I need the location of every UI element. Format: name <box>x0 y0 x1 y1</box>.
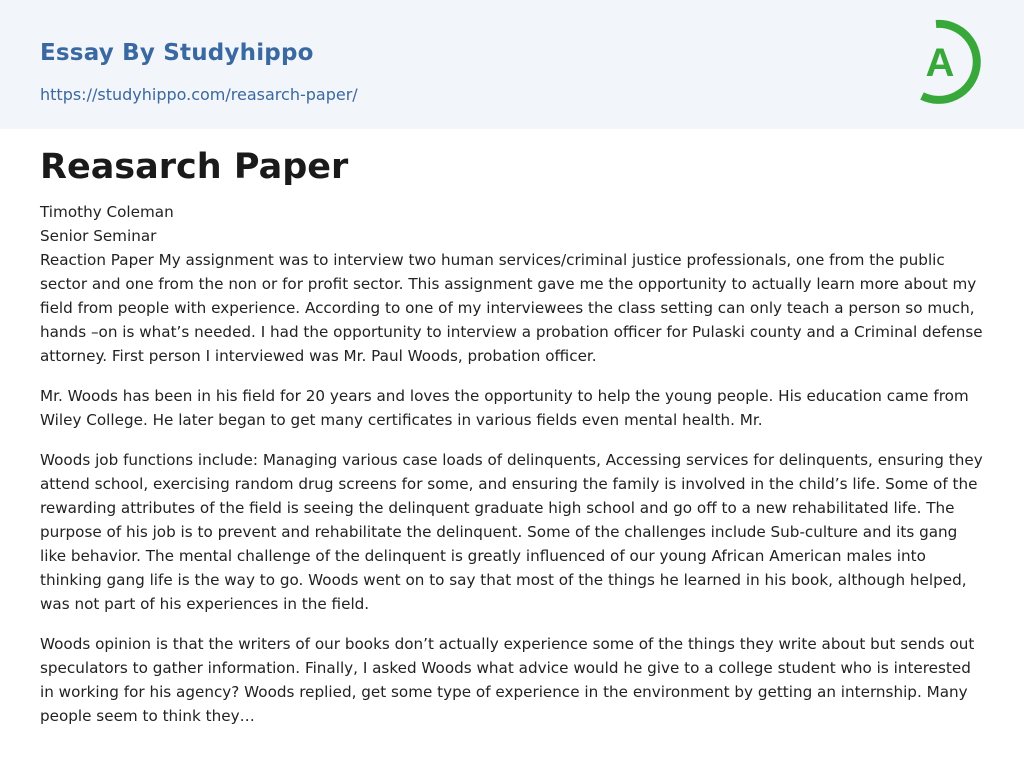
paragraph: Mr. Woods has been in his field for 20 years and loves the opportunity to help the young people. His education came from Wiley College. He later began to get many certificates in various fields even mental health. Mr. <box>40 387 969 429</box>
page-title: Reasarch Paper <box>40 147 349 187</box>
course-name: Senior Seminar <box>40 227 157 245</box>
paragraph: Woods opinion is that the writers of our books don’t actually experience some of the things they write about but sends out speculators to gather information. Finally, I asked Woods what advice would he give to a college student who is interested in working for his agency? Woods replied, get some type of experience in the environment by getting an internship. Many people seem to think they… <box>40 635 975 725</box>
studyhippo-logo-icon[interactable] <box>910 18 986 106</box>
site-title[interactable]: Essay By Studyhippo <box>40 40 314 66</box>
logo-letter: A <box>925 41 955 85</box>
site-header <box>0 0 1024 129</box>
author-name: Timothy Coleman <box>40 203 174 221</box>
source-url-link[interactable]: https://studyhippo.com/reasarch-paper/ <box>40 85 358 104</box>
article <box>40 142 985 744</box>
paragraph: Woods job functions include: Managing various case loads of delinquents, Accessing services for delinquents, ensuring they attend school, exercising random drug screens for some, and ensuring the family is involved in the child’s life. Some of the rewarding attributes of the field is seeing the delinquent graduate high school and go off to a new rehabilitated life. The purpose of his job is to prevent and rehabilitate the delinquent. Some of the challenges include Sub-culture and its gang like behavior. The mental challenge of the delinquent is greatly influenced of our young African American males into thinking gang life is the way to go. Woods went on to say that most of the things he learned in his book, although helped, was not part of his experiences in the field. <box>40 451 983 613</box>
paragraph: Reaction Paper My assignment was to interview two human services/criminal justice professionals, one from the public sector and one from the non or for profit sector. This assignment gave me the opportunity to actually learn more about my field from people with experience. According to one of my interviewees the class setting can only teach a person so much, hands –on is what’s needed. I had the opportunity to interview a probation officer for Pulaski county and a Criminal defense attorney. First person I interviewed was Mr. Paul Woods, probation officer. <box>40 251 983 365</box>
